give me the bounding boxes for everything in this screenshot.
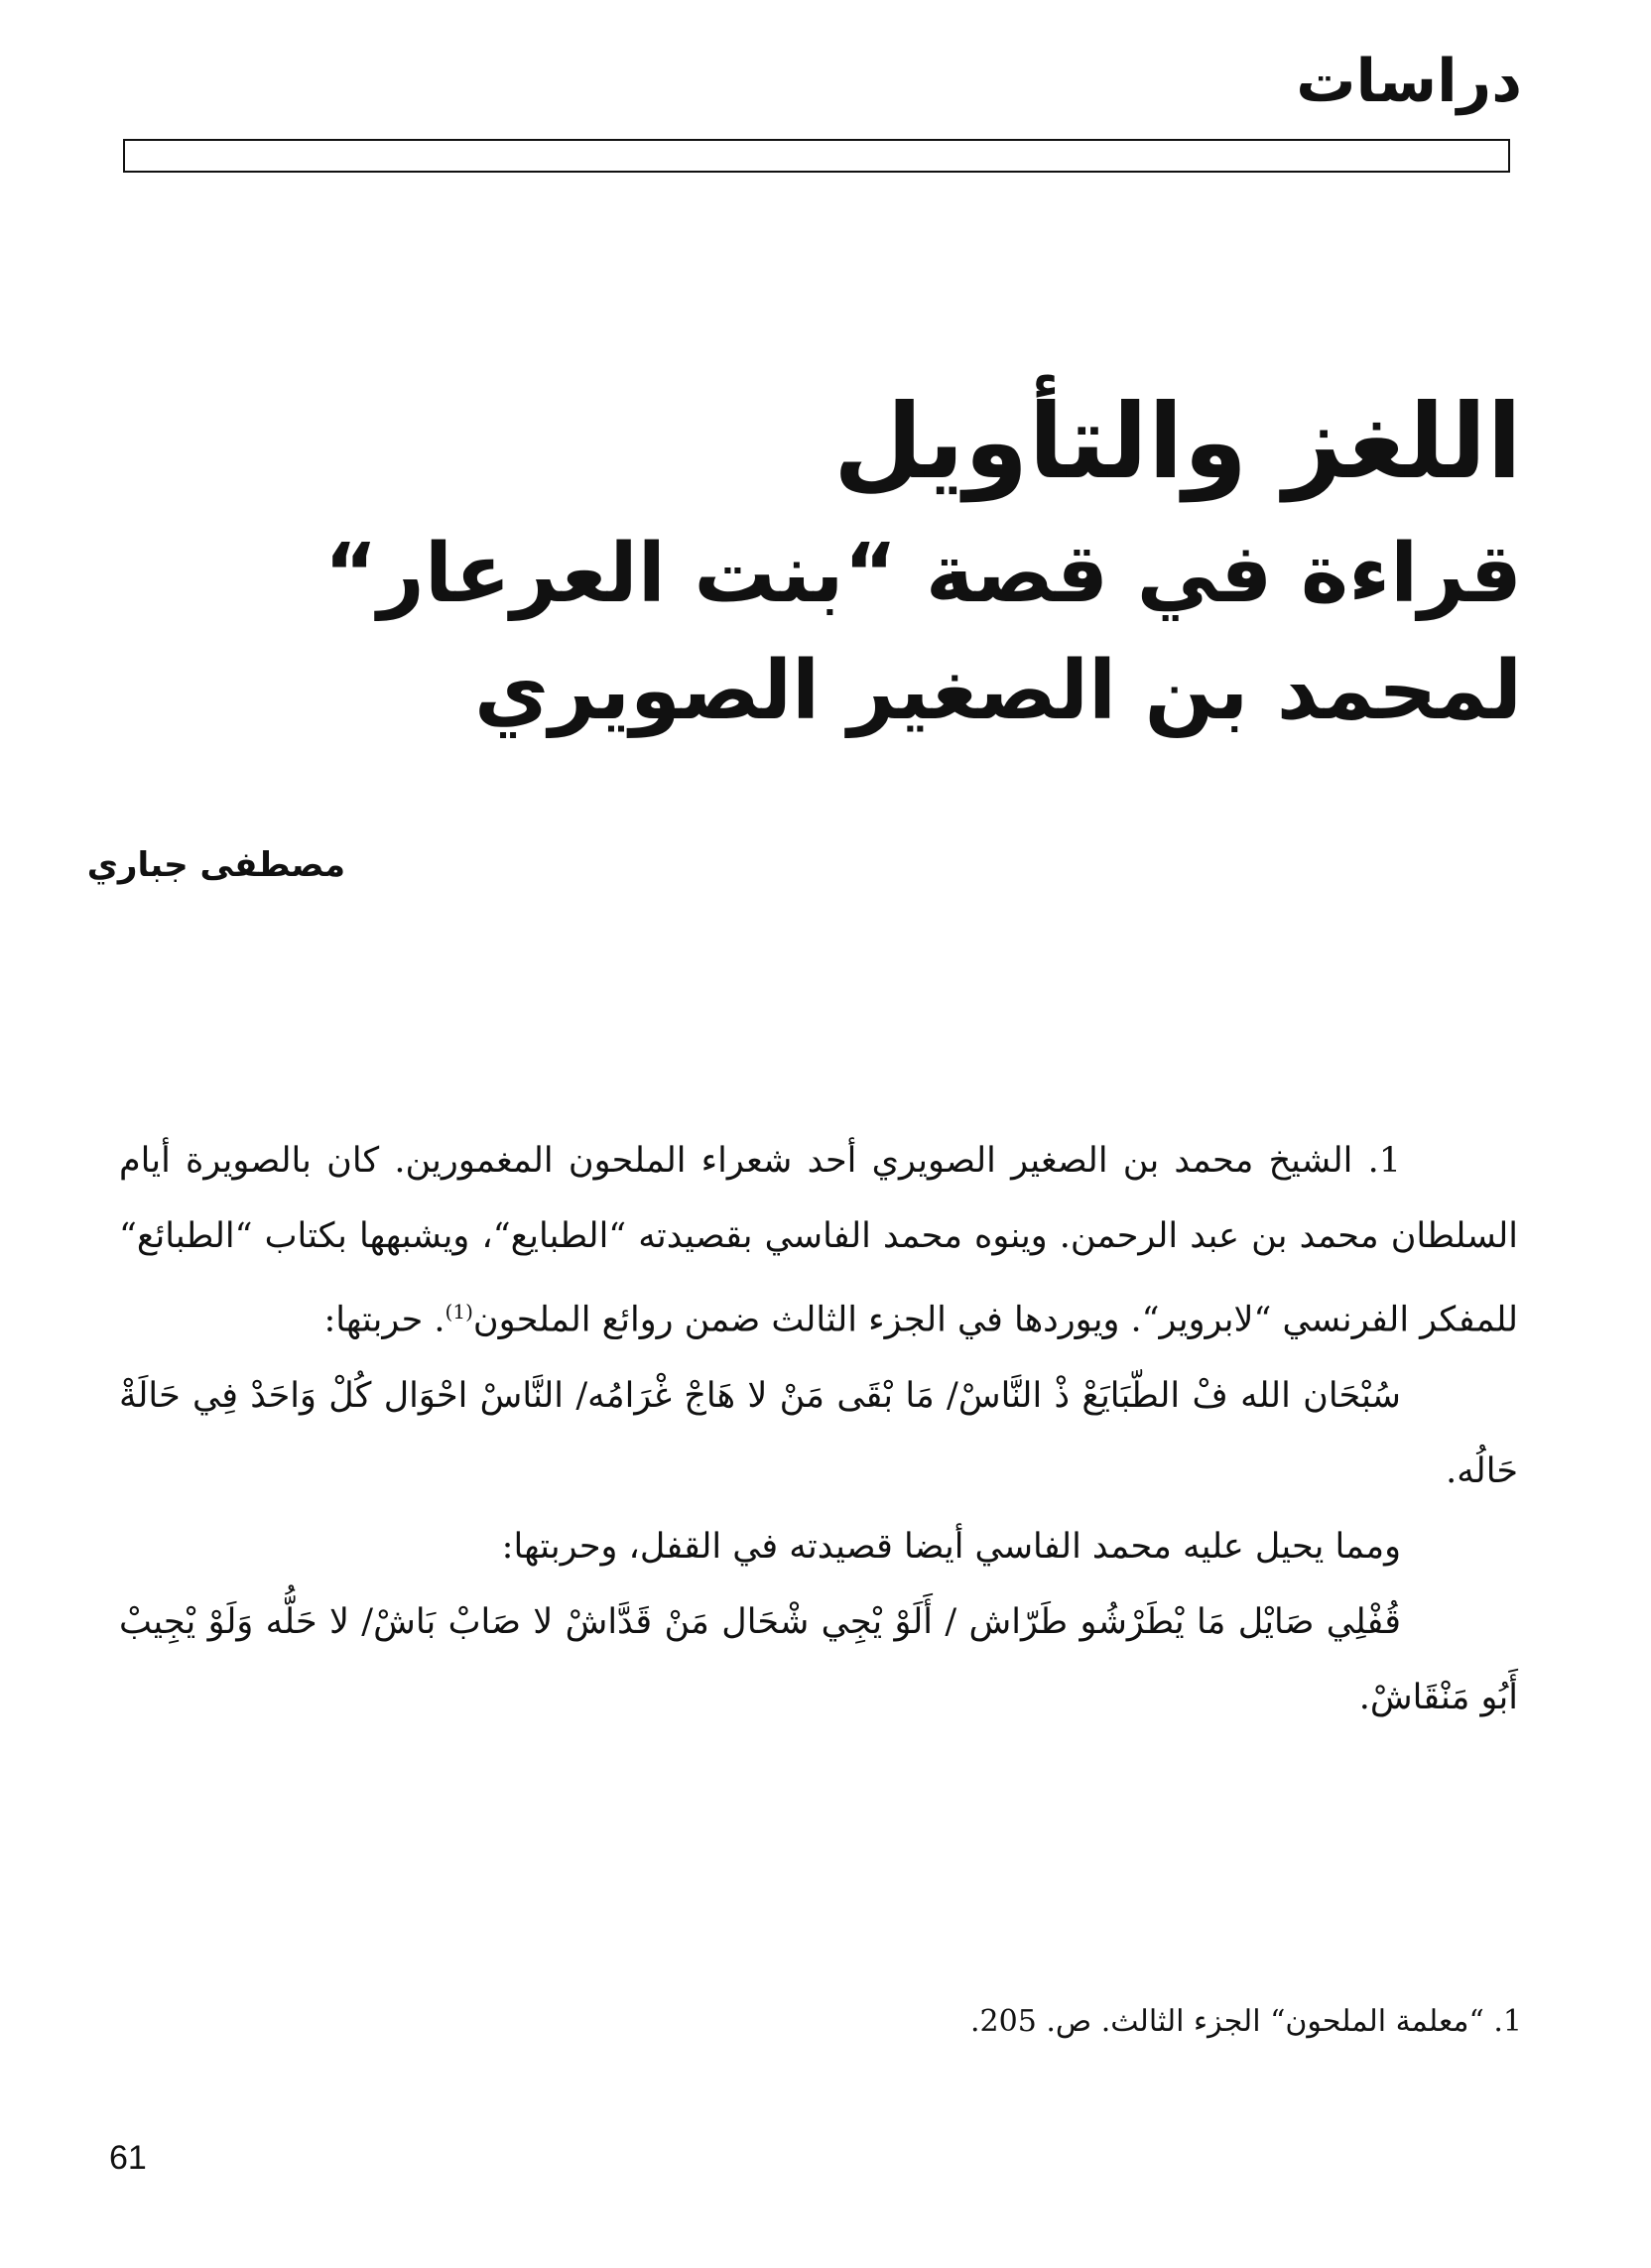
footnote-reference: (1) xyxy=(444,1300,473,1323)
verse-1: سُبْحَان الله فْ الطّبَايَعْ ذْ النَّاسْ/ مَا بْقَى مَنْ لا هَاجْ غْرَامُه/ النَّاسْ احْوَال كُلْ وَاحَدْ فِي حَالَةْ حَالُه. xyxy=(119,1375,1518,1491)
paragraph-1-text: 1. الشيخ محمد بن الصغير الصويري أحد شعراء الملحون المغمورين. كان بالصويرة أيام السلطان محمد بن عبد الرحمن. وينوه محمد الفاسي بقصيدته “الطبايع“، ويشبهها بكتاب “الطبائع“ للمفكر الفرنسي “لابروير“. ويوردها في الجزء الثالث ضمن روائع الملحون xyxy=(119,1141,1518,1340)
body-paragraph-2: ومما يحيل عليه محمد الفاسي أيضا قصيدته في القفل، وحربتها: xyxy=(501,1526,1401,1567)
footnote-1: 1. “معلمة الملحون“ الجزء الثالث. ص. 205. xyxy=(970,2004,1522,2039)
section-header-bar xyxy=(123,139,1510,173)
author-name: مصطفى جباري xyxy=(86,845,345,885)
verse-2: قُفْلِي صَايْل مَا يْطَرْشُو طَرّاش / أَلَوْ يْجِي شْحَال مَنْ قَدَّاشْ لا صَابْ بَاشْ/ لا حَلُّه وَلَوْ يْجِيبْ أَبُو مَنْقَاشْ. xyxy=(119,1601,1518,1717)
article-subtitle-line-1: قراءة في قصة “بنت العرعار“ xyxy=(323,527,1522,621)
article-title: اللغز والتأويل xyxy=(832,381,1522,502)
article-subtitle-line-2: لمحمد بن الصغير الصويري xyxy=(474,644,1522,738)
article-title-block xyxy=(232,367,1522,750)
page-number: 61 xyxy=(109,2139,147,2177)
body-paragraph-1 xyxy=(119,1123,1518,1358)
section-label: دراسات xyxy=(1296,47,1522,116)
article-body xyxy=(119,1123,1518,1735)
paragraph-1-tail: . حربتها: xyxy=(323,1300,445,1340)
